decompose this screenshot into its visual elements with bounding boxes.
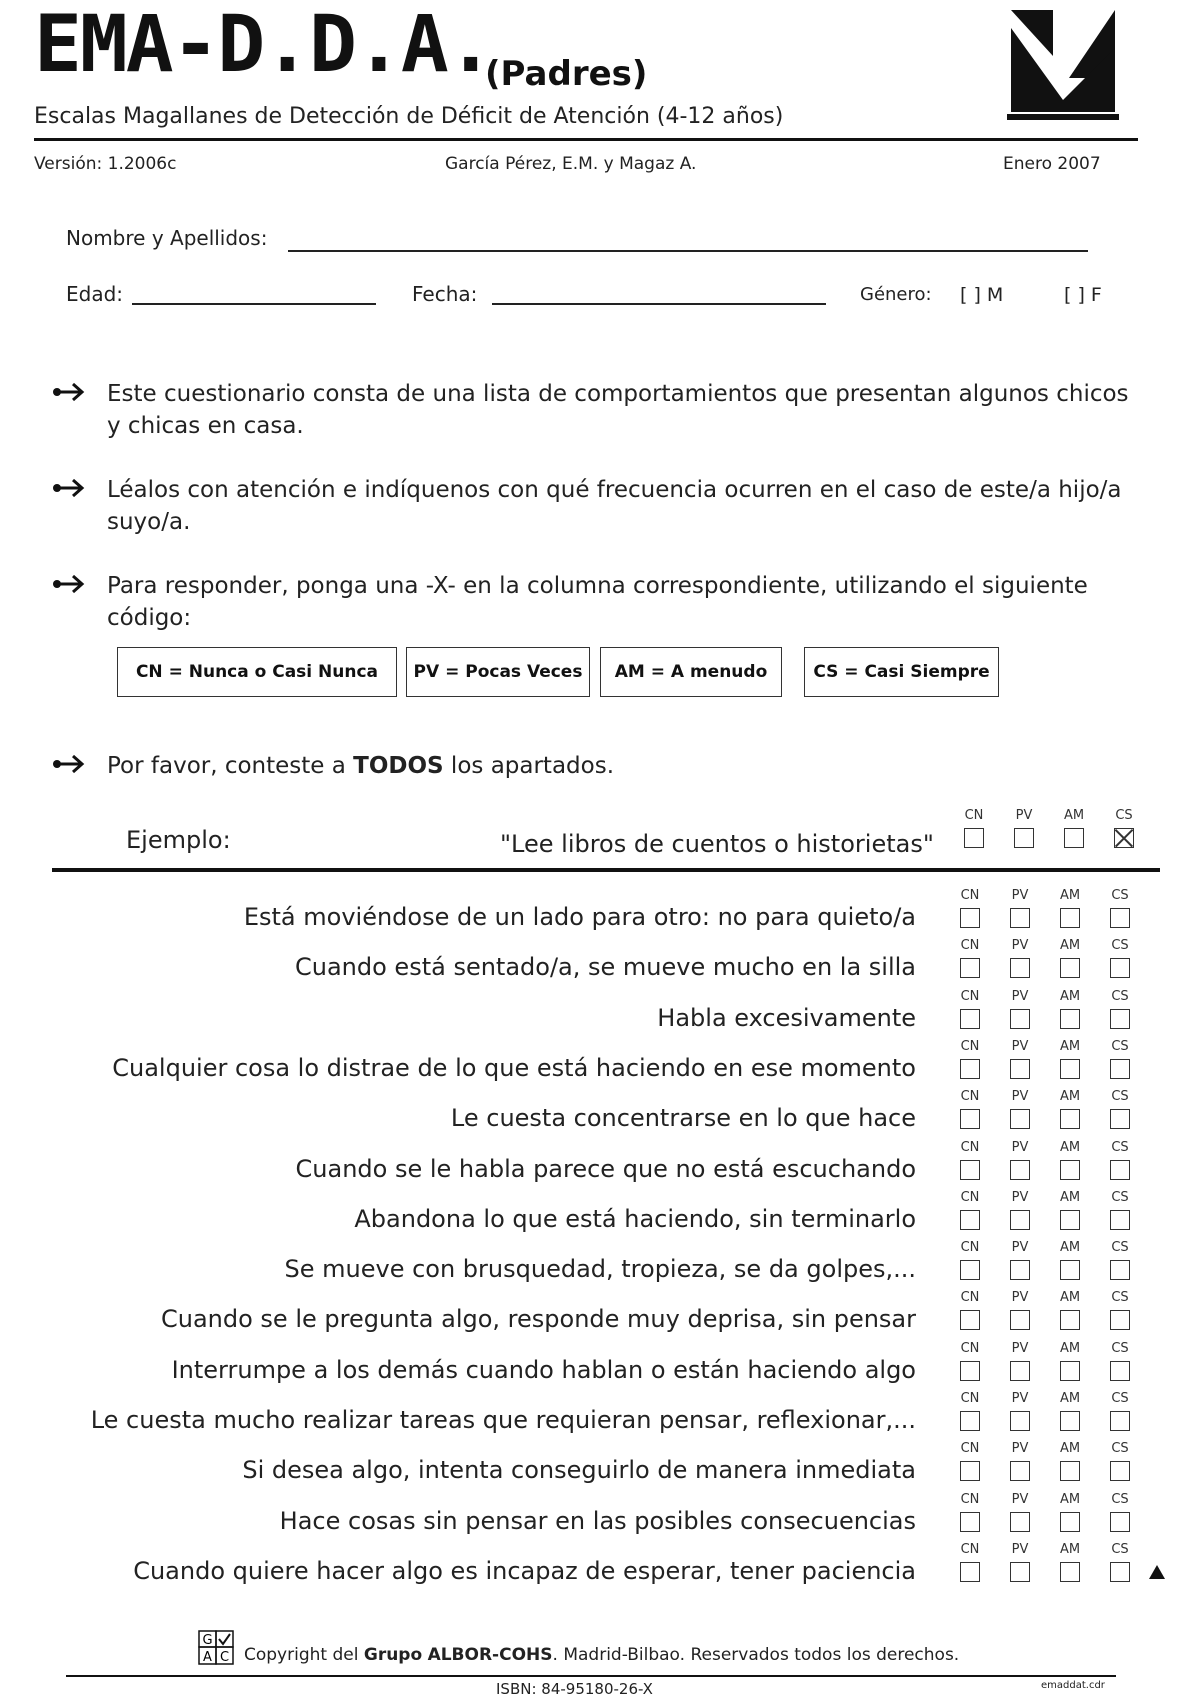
item-checkbox-pv[interactable] bbox=[1010, 958, 1030, 978]
column-header-cs: CS bbox=[1111, 938, 1129, 954]
column-header-cs: CS bbox=[1111, 1541, 1129, 1557]
column-header-am: AM bbox=[1059, 1441, 1081, 1457]
item-text: Interrumpe a los demás cuando hablan o están haciendo algo bbox=[171, 1355, 916, 1384]
item-text: Está moviéndose de un lado para otro: no para quieto/a bbox=[243, 903, 916, 931]
column-header-am: AM bbox=[1059, 988, 1081, 1004]
column-header-cs: CS bbox=[1111, 1290, 1129, 1306]
item-checkbox-am[interactable] bbox=[1060, 1059, 1080, 1079]
item-checkbox-cs[interactable] bbox=[1110, 1109, 1130, 1129]
form-title: EMA-D.D.A. bbox=[34, 0, 493, 90]
form-title-variant: (Padres) bbox=[485, 54, 648, 94]
column-header-cs: CS bbox=[1111, 1491, 1129, 1507]
item-checkbox-pv[interactable] bbox=[1010, 1310, 1030, 1330]
item-checkbox-pv[interactable] bbox=[1010, 1562, 1030, 1582]
example-checkbox-cn[interactable] bbox=[964, 828, 984, 848]
item-checkbox-cn[interactable] bbox=[960, 908, 980, 928]
arrow-bullet-icon bbox=[52, 752, 88, 776]
column-header-cn: CN bbox=[960, 1089, 980, 1105]
column-header-cn: CN bbox=[960, 1290, 980, 1306]
column-header-pv: PV bbox=[1011, 1038, 1029, 1054]
column-header-cn: CN bbox=[960, 988, 980, 1004]
column-header-cs: CS bbox=[1111, 988, 1129, 1004]
svg-text:A: A bbox=[203, 1650, 212, 1665]
item-checkbox-cs[interactable] bbox=[1110, 1260, 1130, 1280]
instruction-1 bbox=[52, 378, 1132, 442]
column-header-cs: CS bbox=[1111, 1441, 1129, 1457]
age-field[interactable] bbox=[132, 303, 376, 305]
item-checkbox-cs[interactable] bbox=[1110, 1411, 1130, 1431]
column-header-cn: CN bbox=[960, 1541, 980, 1557]
code-cs: CS = Casi Siempre bbox=[804, 647, 999, 697]
item-text: Le cuesta concentrarse en lo que hace bbox=[450, 1104, 916, 1133]
column-header-pv: PV bbox=[1011, 1240, 1029, 1256]
example-checkbox-cs[interactable] bbox=[1114, 828, 1134, 848]
item-checkbox-am[interactable] bbox=[1060, 1461, 1080, 1481]
column-header-pv: PV bbox=[1011, 988, 1029, 1004]
column-header-am: AM bbox=[1059, 1038, 1081, 1054]
gender-option-f[interactable]: [ ] F bbox=[1064, 284, 1102, 306]
item-checkbox-pv[interactable] bbox=[1010, 1512, 1030, 1532]
item-checkbox-cn[interactable] bbox=[960, 1461, 980, 1481]
item-text: Cuando se le habla parece que no está escuchando bbox=[295, 1154, 916, 1183]
version-text: Versión: 1.2006c bbox=[34, 154, 177, 174]
item-checkbox-cn[interactable] bbox=[960, 958, 980, 978]
isbn-text: ISBN: 84-95180-26-X bbox=[496, 1680, 653, 1698]
column-header-pv: PV bbox=[1011, 1189, 1029, 1205]
item-checkbox-pv[interactable] bbox=[1010, 1361, 1030, 1381]
arrow-bullet-icon bbox=[52, 572, 88, 596]
column-header-cs: CS bbox=[1111, 1340, 1129, 1356]
item-checkbox-pv[interactable] bbox=[1010, 1411, 1030, 1431]
instruction-2-text: Léalos con atención e indíquenos con qué frecuencia ocurren en el caso de este/a hijo/a suyo/a. bbox=[107, 477, 1122, 535]
item-checkbox-am[interactable] bbox=[1060, 1009, 1080, 1029]
arrow-bullet-icon bbox=[52, 476, 88, 500]
column-header-cn: CN bbox=[960, 938, 980, 954]
instruction-3 bbox=[52, 570, 1132, 634]
column-header-am: AM bbox=[1059, 1139, 1081, 1155]
column-header-am: AM bbox=[1059, 1391, 1081, 1406]
column-header-am: AM bbox=[1059, 1340, 1081, 1356]
copyright-text bbox=[244, 1645, 959, 1665]
item-text: Cuando se le pregunta algo, responde muy deprisa, sin pensar bbox=[160, 1305, 916, 1334]
item-text: Hace cosas sin pensar en las posibles consecuencias bbox=[279, 1506, 916, 1535]
column-header-pv: PV bbox=[1011, 938, 1029, 954]
item-checkbox-am[interactable] bbox=[1060, 958, 1080, 978]
item-text: Abandona lo que está haciendo, sin terminarlo bbox=[354, 1204, 916, 1233]
column-header-cn: CN bbox=[960, 888, 980, 903]
date-text: Enero 2007 bbox=[1003, 154, 1101, 174]
column-header-cs: CS bbox=[1111, 1038, 1129, 1054]
column-header-am: AM bbox=[1059, 1089, 1081, 1105]
column-header-cs: CS bbox=[1111, 888, 1129, 903]
copyright-after: . Madrid-Bilbao. Reservados todos los derechos. bbox=[552, 1645, 960, 1665]
item-text: Se mueve con brusquedad, tropieza, se da golpes,... bbox=[284, 1255, 916, 1284]
copyright-org: ALBOR-COHS bbox=[427, 1645, 553, 1665]
column-header-pv: PV bbox=[1011, 888, 1029, 903]
item-checkbox-cs[interactable] bbox=[1110, 1210, 1130, 1230]
example-divider bbox=[52, 868, 1160, 872]
item-checkbox-cn[interactable] bbox=[960, 1260, 980, 1280]
item-text: Le cuesta mucho realizar tareas que requieran pensar, reflexionar,... bbox=[90, 1406, 916, 1434]
item-checkbox-am[interactable] bbox=[1060, 1210, 1080, 1230]
column-header-am: AM bbox=[1059, 1491, 1081, 1507]
item-checkbox-cs[interactable] bbox=[1110, 1512, 1130, 1532]
filename-text: emaddat.cdr bbox=[1041, 1680, 1105, 1691]
item-checkbox-cs[interactable] bbox=[1110, 1160, 1130, 1180]
instruction-3-text: Para responder, ponga una -X- en la columna correspondiente, utilizando el siguiente código: bbox=[107, 573, 1088, 631]
column-header-pv: PV bbox=[1011, 1290, 1029, 1306]
column-header-cn: CN bbox=[960, 1441, 980, 1457]
column-header-cn: CN bbox=[960, 1340, 980, 1356]
name-field[interactable] bbox=[288, 250, 1088, 252]
item-text: Cuando quiere hacer algo es incapaz de esperar, tener paciencia bbox=[133, 1556, 916, 1585]
item-checkbox-cn[interactable] bbox=[960, 1562, 980, 1582]
code-pv: PV = Pocas Veces bbox=[406, 647, 590, 697]
arrow-bullet-icon bbox=[52, 380, 88, 404]
column-header-cn: CN bbox=[960, 1189, 980, 1205]
item-checkbox-cn[interactable] bbox=[960, 1059, 980, 1079]
item-checkbox-cs[interactable] bbox=[1110, 1009, 1130, 1029]
copyright-before: Copyright del bbox=[244, 1645, 364, 1665]
column-header-cn: CN bbox=[960, 1391, 980, 1406]
item-checkbox-cn[interactable] bbox=[960, 1361, 980, 1381]
item-text: Habla excesivamente bbox=[657, 1003, 916, 1032]
column-header-cs: CS bbox=[1111, 1240, 1129, 1256]
item-checkbox-pv[interactable] bbox=[1010, 1109, 1030, 1129]
column-header-cn: CN bbox=[964, 808, 984, 823]
instruction-4-before: Por favor, conteste a bbox=[107, 753, 354, 779]
instruction-4-after: los apartados. bbox=[443, 753, 615, 779]
column-header-cn: CN bbox=[960, 1240, 980, 1256]
name-label: Nombre y Apellidos: bbox=[66, 226, 268, 250]
column-header-pv: PV bbox=[1011, 1541, 1029, 1557]
item-checkbox-cn[interactable] bbox=[960, 1109, 980, 1129]
column-header-pv: PV bbox=[1011, 1089, 1029, 1105]
item-text: Cuando está sentado/a, se mueve mucho en la silla bbox=[295, 953, 916, 982]
item-checkbox-pv[interactable] bbox=[1010, 1260, 1030, 1280]
item-checkbox-cs[interactable] bbox=[1110, 1361, 1130, 1381]
code-am: AM = A menudo bbox=[600, 647, 782, 697]
item-checkbox-cn[interactable] bbox=[960, 1210, 980, 1230]
item-checkbox-am[interactable] bbox=[1060, 1562, 1080, 1582]
item-text: Cualquier cosa lo distrae de lo que está haciendo en ese momento bbox=[112, 1053, 916, 1082]
example-checkbox-am[interactable] bbox=[1064, 828, 1084, 848]
item-checkbox-cn[interactable] bbox=[960, 1310, 980, 1330]
column-header-cn: CN bbox=[960, 1491, 980, 1507]
item-checkbox-am[interactable] bbox=[1060, 1512, 1080, 1532]
item-checkbox-am[interactable] bbox=[1060, 1260, 1080, 1280]
svg-text:C: C bbox=[219, 1650, 230, 1665]
publisher-logo bbox=[1007, 8, 1119, 124]
form-subtitle: Escalas Magallanes de Detección de Déficit de Atención (4-12 años) bbox=[34, 104, 784, 129]
column-header-am: AM bbox=[1059, 1189, 1081, 1205]
continue-triangle-icon bbox=[1149, 1565, 1165, 1579]
item-checkbox-pv[interactable] bbox=[1010, 908, 1030, 928]
instruction-4-text bbox=[107, 750, 1132, 782]
gender-option-m[interactable]: [ ] M bbox=[960, 284, 1004, 306]
date-label: Fecha: bbox=[412, 282, 478, 306]
item-checkbox-pv[interactable] bbox=[1010, 1009, 1030, 1029]
date-field[interactable] bbox=[492, 303, 826, 305]
column-header-am: AM bbox=[1059, 1290, 1081, 1306]
column-header-cs: CS bbox=[1111, 1391, 1129, 1406]
item-checkbox-cs[interactable] bbox=[1110, 1310, 1130, 1330]
item-checkbox-am[interactable] bbox=[1060, 1160, 1080, 1180]
item-checkbox-cn[interactable] bbox=[960, 1512, 980, 1532]
item-checkbox-cs[interactable] bbox=[1110, 1461, 1130, 1481]
age-label: Edad: bbox=[66, 282, 124, 306]
item-checkbox-pv[interactable] bbox=[1010, 1059, 1030, 1079]
column-header-cn: CN bbox=[960, 1139, 980, 1155]
column-header-am: AM bbox=[1059, 938, 1081, 954]
item-checkbox-am[interactable] bbox=[1060, 1109, 1080, 1129]
item-checkbox-cn[interactable] bbox=[960, 1411, 980, 1431]
item-checkbox-cs[interactable] bbox=[1110, 958, 1130, 978]
column-header-am: AM bbox=[1059, 888, 1081, 903]
instruction-1-text: Este cuestionario consta de una lista de comportamientos que presentan algunos chicos y chicas en casa. bbox=[107, 381, 1129, 439]
column-header-pv: PV bbox=[1011, 1340, 1029, 1356]
column-header-cs: CS bbox=[1115, 808, 1133, 823]
svg-text:G: G bbox=[202, 1633, 213, 1648]
gender-label: Género: bbox=[860, 284, 932, 305]
code-cn: CN = Nunca o Casi Nunca bbox=[117, 647, 397, 697]
column-header-pv: PV bbox=[1011, 1139, 1029, 1155]
item-text: Si desea algo, intenta conseguirlo de manera inmediata bbox=[242, 1456, 916, 1485]
column-header-cn: CN bbox=[960, 1038, 980, 1054]
header-divider bbox=[34, 138, 1138, 141]
column-header-am: AM bbox=[1059, 1240, 1081, 1256]
column-header-pv: PV bbox=[1015, 808, 1033, 823]
item-checkbox-cs[interactable] bbox=[1110, 1059, 1130, 1079]
column-header-pv: PV bbox=[1011, 1391, 1029, 1406]
column-header-pv: PV bbox=[1011, 1441, 1029, 1457]
item-checkbox-cs[interactable] bbox=[1110, 1562, 1130, 1582]
instruction-4-bold: TODOS bbox=[353, 753, 444, 779]
column-header-cs: CS bbox=[1111, 1089, 1129, 1105]
footer-divider bbox=[66, 1675, 1116, 1677]
item-checkbox-cn[interactable] bbox=[960, 1009, 980, 1029]
example-label: Ejemplo: bbox=[126, 826, 231, 854]
copyright-group: Grupo bbox=[363, 1645, 423, 1665]
column-header-pv: PV bbox=[1011, 1491, 1029, 1507]
instruction-2 bbox=[52, 474, 1132, 538]
item-checkbox-pv[interactable] bbox=[1010, 1461, 1030, 1481]
gac-logo bbox=[198, 1630, 235, 1666]
item-checkbox-pv[interactable] bbox=[1010, 1210, 1030, 1230]
column-header-am: AM bbox=[1059, 1541, 1081, 1557]
item-checkbox-am[interactable] bbox=[1060, 1310, 1080, 1330]
item-checkbox-am[interactable] bbox=[1060, 1361, 1080, 1381]
column-header-cs: CS bbox=[1111, 1139, 1129, 1155]
item-checkbox-am[interactable] bbox=[1060, 908, 1080, 928]
item-checkbox-pv[interactable] bbox=[1010, 1160, 1030, 1180]
authors-text: García Pérez, E.M. y Magaz A. bbox=[445, 154, 697, 174]
instruction-4 bbox=[52, 750, 1132, 782]
column-header-cs: CS bbox=[1111, 1189, 1129, 1205]
item-checkbox-cs[interactable] bbox=[1110, 908, 1130, 928]
item-checkbox-am[interactable] bbox=[1060, 1411, 1080, 1431]
example-text: "Lee libros de cuentos o historietas" bbox=[500, 830, 934, 858]
item-checkbox-cn[interactable] bbox=[960, 1160, 980, 1180]
example-checkbox-pv[interactable] bbox=[1014, 828, 1034, 848]
column-header-am: AM bbox=[1063, 808, 1085, 823]
